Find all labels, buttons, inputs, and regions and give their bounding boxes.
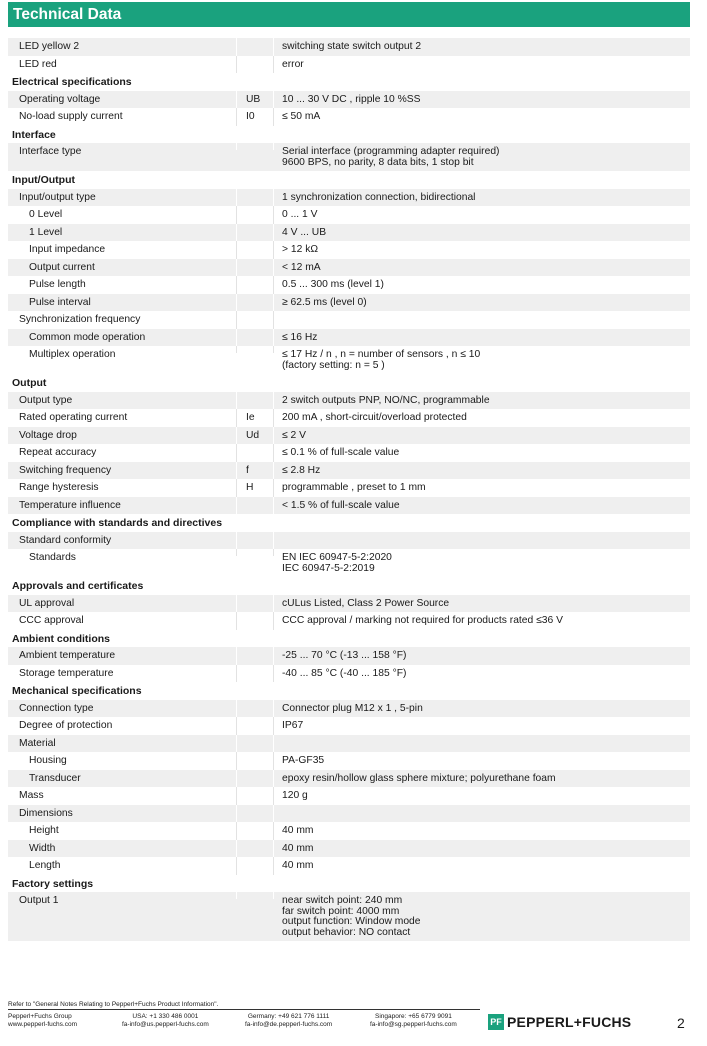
- spec-row: [8, 189, 690, 207]
- spec-label: Rated operating current: [19, 412, 128, 423]
- spec-value: error: [282, 58, 304, 70]
- section-heading: [8, 126, 690, 144]
- spec-value: near switch point: 240 mm far switch point: 4000 mm output function: Window mode output behavior: NO contact: [282, 895, 421, 938]
- footer-group-web[interactable]: www.pepperl-fuchs.com: [8, 1021, 77, 1028]
- spec-value: epoxy resin/hollow glass sphere mixture; polyurethane foam: [282, 772, 556, 784]
- spec-value: 0.5 ... 300 ms (level 1): [282, 279, 384, 290]
- spec-label: Standard conformity: [19, 534, 112, 546]
- spec-row: [8, 497, 690, 515]
- spec-row: [8, 206, 690, 224]
- spec-symbol: [236, 294, 274, 312]
- spec-label: Synchronization frequency: [19, 314, 141, 325]
- spec-value: ≥ 62.5 ms (level 0): [282, 296, 367, 308]
- spec-symbol: [236, 752, 274, 770]
- footer-singapore-email[interactable]: fa-info@sg.pepperl-fuchs.com: [370, 1021, 457, 1028]
- spec-symbol: [236, 143, 274, 150]
- spec-value: < 1.5 % of full-scale value: [282, 499, 400, 511]
- spec-symbol: H: [236, 479, 274, 497]
- spec-row: [8, 752, 690, 770]
- spec-symbol: [236, 549, 274, 556]
- section-heading: [8, 875, 690, 893]
- spec-symbol: [236, 787, 274, 805]
- spec-row: [8, 647, 690, 665]
- spec-symbol: [236, 647, 274, 665]
- section-heading-label: Compliance with standards and directives: [12, 517, 223, 529]
- spec-symbol: [236, 612, 274, 630]
- spec-value: [274, 311, 690, 329]
- spec-row: [8, 311, 690, 329]
- spec-label: Multiplex operation: [29, 349, 116, 360]
- spec-value: 1 synchronization connection, bidirectional: [282, 191, 476, 203]
- section-heading: [8, 630, 690, 648]
- spec-row: [8, 346, 690, 374]
- header-title: Technical Data: [13, 6, 122, 23]
- spec-symbol: [236, 892, 274, 899]
- spec-value: ≤ 0.1 % of full-scale value: [282, 447, 400, 458]
- section-heading: [8, 73, 690, 91]
- spec-symbol: f: [236, 462, 274, 480]
- footer-group: [8, 1013, 77, 1029]
- spec-row: [8, 787, 690, 805]
- spec-label: Output 1: [19, 895, 59, 906]
- section-heading-label: Output: [12, 377, 47, 389]
- spec-row: [8, 735, 690, 753]
- section-heading: [8, 374, 690, 392]
- section-heading-label: Mechanical specifications: [12, 685, 142, 697]
- spec-symbol: [236, 857, 274, 875]
- spec-label: Output type: [19, 394, 73, 406]
- spec-row: [8, 612, 690, 630]
- spec-value: > 12 kΩ: [282, 244, 319, 255]
- spec-value: programmable , preset to 1 mm: [282, 482, 426, 493]
- spec-label: Voltage drop: [19, 429, 77, 441]
- spec-label: Standards: [29, 552, 76, 563]
- spec-row: [8, 479, 690, 497]
- logo-mark-icon: PF: [488, 1014, 504, 1030]
- spec-value: ≤ 16 Hz: [282, 331, 318, 343]
- spec-label: Operating voltage: [19, 93, 101, 105]
- spec-row: [8, 462, 690, 480]
- section-heading-label: Interface: [12, 128, 56, 141]
- spec-label: Connection type: [19, 702, 94, 714]
- spec-label: Input impedance: [29, 244, 106, 255]
- spec-label: Mass: [19, 790, 44, 801]
- spec-value: 2 switch outputs PNP, NO/NC, programmable: [282, 394, 490, 406]
- spec-label: Height: [29, 825, 59, 836]
- spec-symbol: [236, 392, 274, 410]
- section-heading-label: Factory settings: [12, 877, 94, 890]
- spec-symbol: [236, 665, 274, 683]
- spec-value: Connector plug M12 x 1 , 5-pin: [282, 702, 423, 714]
- spec-label: Range hysteresis: [19, 482, 99, 493]
- spec-symbol: Ud: [236, 427, 274, 445]
- section-heading: [8, 577, 690, 595]
- spec-symbol: [236, 311, 274, 329]
- footer-germany-phone: Germany: +49 621 776 1111: [247, 1013, 330, 1020]
- spec-value: PA-GF35: [282, 755, 325, 766]
- spec-row: [8, 91, 690, 109]
- section-heading-label: Electrical specifications: [12, 76, 132, 88]
- spec-row: [8, 444, 690, 462]
- spec-label: Common mode operation: [29, 331, 146, 343]
- spec-symbol: [236, 444, 274, 462]
- spec-label: No-load supply current: [19, 111, 123, 122]
- spec-label: Length: [29, 860, 61, 871]
- spec-row: [8, 329, 690, 347]
- section-heading: [8, 514, 690, 532]
- spec-symbol: Ie: [236, 409, 274, 427]
- technical-data-table: [8, 38, 690, 941]
- page-number: 2: [677, 1015, 685, 1031]
- spec-value: Serial interface (programming adapter required) 9600 BPS, no parity, 8 data bits, 1 stop bit: [282, 146, 500, 168]
- spec-symbol: [236, 329, 274, 347]
- footer-germany-email[interactable]: fa-info@de.pepperl-fuchs.com: [245, 1021, 333, 1028]
- spec-symbol: [236, 822, 274, 840]
- spec-row: [8, 409, 690, 427]
- footer-usa-email[interactable]: fa-info@us.pepperl-fuchs.com: [122, 1021, 209, 1028]
- spec-value: CCC approval / marking not required for products rated ≤36 V: [282, 615, 563, 626]
- spec-value: 10 ... 30 V DC , ripple 10 %SS: [282, 93, 421, 105]
- spec-value: 4 V ... UB: [282, 226, 327, 238]
- spec-symbol: [236, 56, 274, 74]
- spec-symbol: [236, 189, 274, 207]
- spec-row: [8, 840, 690, 858]
- spec-symbol: [236, 595, 274, 613]
- spec-symbol: [236, 700, 274, 718]
- spec-value: ≤ 17 Hz / n , n = number of sensors , n ≤ 10 (factory setting: n = 5 ): [282, 349, 481, 371]
- spec-label: Material: [19, 737, 56, 749]
- spec-value: 0 ... 1 V: [282, 209, 318, 220]
- spec-symbol: UB: [236, 91, 274, 109]
- spec-symbol: I0: [236, 108, 274, 126]
- spec-value: 40 mm: [282, 860, 314, 871]
- spec-value: ≤ 50 mA: [282, 111, 321, 122]
- spec-value: 40 mm: [282, 842, 314, 854]
- footer-singapore: [370, 1013, 457, 1029]
- spec-value: 200 mA , short-circuit/overload protected: [282, 412, 467, 423]
- spec-row: [8, 717, 690, 735]
- spec-value: -40 ... 85 °C (-40 ... 185 °F): [282, 667, 407, 679]
- spec-row: [8, 224, 690, 242]
- spec-value: EN IEC 60947-5-2:2020 IEC 60947-5-2:2019: [282, 552, 392, 574]
- spec-label: LED red: [19, 58, 57, 70]
- spec-symbol: [236, 497, 274, 515]
- spec-label: UL approval: [19, 597, 75, 609]
- section-heading-label: Approvals and certificates: [12, 580, 144, 592]
- spec-label: 1 Level: [29, 226, 63, 238]
- spec-symbol: [236, 735, 274, 753]
- spec-value: cULus Listed, Class 2 Power Source: [282, 597, 450, 609]
- footer-usa: [122, 1013, 209, 1029]
- spec-symbol: [236, 259, 274, 277]
- spec-row: [8, 665, 690, 683]
- footer-divider: [8, 1009, 480, 1010]
- spec-row: [8, 892, 690, 941]
- section-heading-label: Ambient conditions: [12, 632, 110, 645]
- spec-symbol: [236, 276, 274, 294]
- spec-value: 40 mm: [282, 825, 314, 836]
- footer-note: Refer to "General Notes Relating to Pepperl+Fuchs Product Information".: [8, 1001, 219, 1008]
- logo-text: PEPPERL+FUCHS: [507, 1014, 632, 1030]
- spec-row: [8, 770, 690, 788]
- spec-label: Housing: [29, 755, 67, 766]
- spec-symbol: [236, 346, 274, 353]
- spec-label: Dimensions: [19, 807, 73, 819]
- footer-germany: [245, 1013, 332, 1029]
- pepperl-fuchs-logo: [488, 1012, 631, 1032]
- spec-row: [8, 56, 690, 74]
- spec-value: -25 ... 70 °C (-13 ... 158 °F): [282, 650, 407, 661]
- spec-symbol: [236, 805, 274, 823]
- spec-symbol: [236, 840, 274, 858]
- spec-value: ≤ 2.8 Hz: [282, 464, 321, 476]
- spec-label: Pulse length: [29, 279, 86, 290]
- spec-label: Degree of protection: [19, 720, 113, 731]
- spec-row: [8, 549, 690, 577]
- spec-label: Pulse interval: [29, 296, 91, 308]
- spec-value: ≤ 2 V: [282, 429, 306, 441]
- footer-usa-phone: USA: +1 330 486 0001: [132, 1013, 199, 1020]
- footer-singapore-phone: Singapore: +65 6779 9091: [375, 1013, 452, 1020]
- spec-label: Output current: [29, 261, 95, 273]
- spec-row: [8, 259, 690, 277]
- spec-row: [8, 108, 690, 126]
- spec-value: [274, 805, 690, 823]
- spec-label: 0 Level: [29, 209, 63, 220]
- spec-label: CCC approval: [19, 615, 84, 626]
- spec-value: IP67: [282, 720, 304, 731]
- spec-value: 120 g: [282, 790, 308, 801]
- spec-row: [8, 241, 690, 259]
- spec-row: [8, 427, 690, 445]
- spec-row: [8, 805, 690, 823]
- spec-value: switching state switch output 2: [282, 41, 422, 52]
- spec-symbol: [236, 206, 274, 224]
- spec-symbol: [236, 38, 274, 56]
- spec-row: [8, 857, 690, 875]
- spec-row: [8, 532, 690, 550]
- spec-label: Transducer: [29, 772, 81, 784]
- section-header-technical-data: [8, 2, 690, 27]
- spec-row: [8, 822, 690, 840]
- spec-value: < 12 mA: [282, 261, 321, 273]
- spec-row: [8, 276, 690, 294]
- spec-row: [8, 392, 690, 410]
- spec-row: [8, 595, 690, 613]
- spec-row: [8, 700, 690, 718]
- spec-label: LED yellow 2: [19, 41, 80, 52]
- spec-label: Width: [29, 842, 56, 854]
- spec-label: Storage temperature: [19, 667, 114, 679]
- section-heading: [8, 682, 690, 700]
- spec-value: [274, 735, 690, 753]
- spec-value: [274, 532, 690, 550]
- spec-label: Input/output type: [19, 191, 96, 203]
- spec-row: [8, 38, 690, 56]
- section-heading: [8, 171, 690, 189]
- spec-symbol: [236, 717, 274, 735]
- spec-row: [8, 294, 690, 312]
- spec-symbol: [236, 241, 274, 259]
- spec-label: Interface type: [19, 146, 82, 157]
- section-heading-label: Input/Output: [12, 174, 75, 186]
- spec-label: Ambient temperature: [19, 650, 116, 661]
- spec-symbol: [236, 770, 274, 788]
- footer-group-name: Pepperl+Fuchs Group: [8, 1013, 72, 1020]
- spec-symbol: [236, 532, 274, 550]
- spec-row: [8, 143, 690, 171]
- spec-label: Repeat accuracy: [19, 447, 97, 458]
- spec-symbol: [236, 224, 274, 242]
- spec-label: Switching frequency: [19, 464, 112, 476]
- spec-label: Temperature influence: [19, 499, 121, 511]
